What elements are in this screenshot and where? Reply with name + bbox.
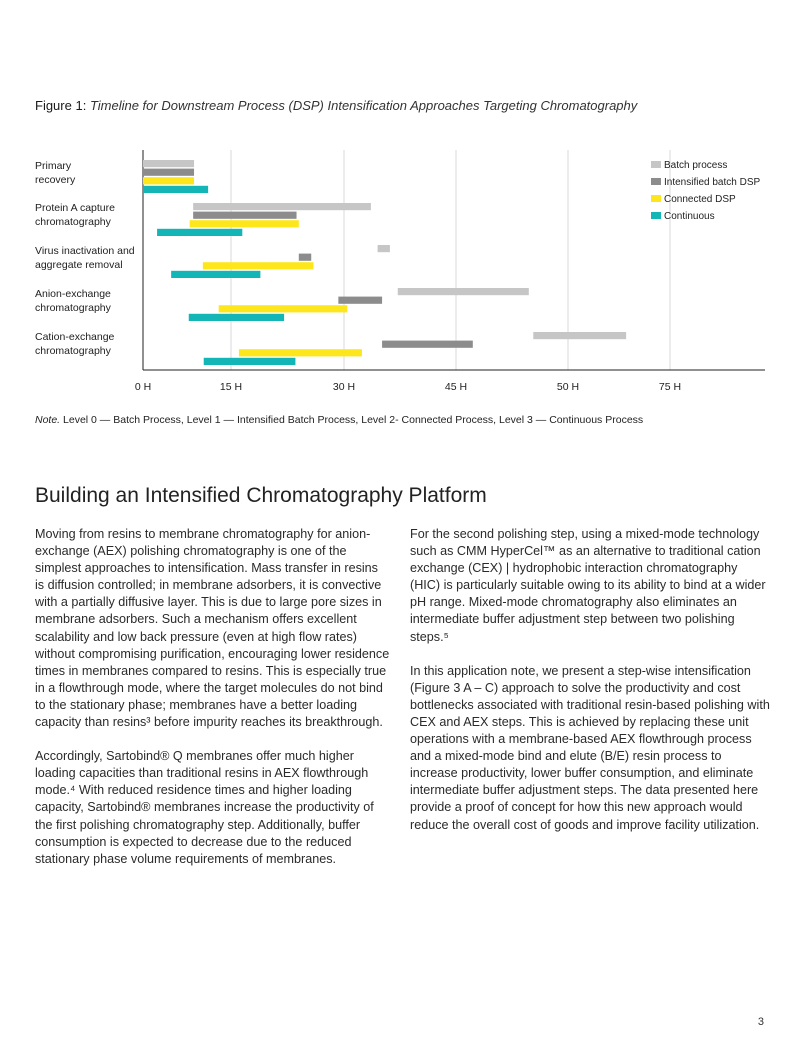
left-column — [35, 526, 390, 885]
bar — [299, 254, 311, 261]
bar — [143, 169, 194, 176]
bar — [190, 220, 299, 227]
category-label-line: chromatography — [35, 302, 111, 314]
category-label — [35, 244, 145, 272]
bar — [203, 262, 314, 269]
paragraph: Moving from resins to membrane chromatography for anion-exchange (AEX) polishing chromatography is one of the simplest approaches to intensification. Mass transfer in resins is diffusion controlled; in membrane adsorbers, it is convective with a partially diffusive layer. This is due to large pore sizes in membrane adsorbers. Such a mechanism offers excellent scalability and low back pressure (even at high flow rates) without compromising purification, encouraging lower residence times in membranes compared to resins. This is especially true in a flowthrough mode, where the target molecules do not bind to the stationary phase; membranes have a better loading capacity than resins³ before impurity reaches its breakthrough. — [35, 527, 390, 730]
bar — [338, 297, 382, 304]
category-label-line: chromatography — [35, 216, 111, 228]
bar — [143, 160, 194, 167]
bar — [143, 186, 208, 193]
x-tick-label: 30 H — [332, 381, 356, 393]
paragraph: In this application note, we present a step-wise intensification (Figure 3 A – C) approach to solve the productivity and cost bottlenecks associated with traditional resin-based polishing with CEX and AEX steps. This is achieved by replacing these unit operations with a membrane-based AEX flowthrough process and a mixed-mode bind and elute (B/E) resin process to increase productivity, lower buffer consumption, and eliminate intermediate buffer adjustment steps. The data presented here provide a proof of concept for how this new approach would reduce the overall cost of goods and improve facility utilization. — [410, 663, 770, 832]
category-label — [35, 201, 145, 229]
x-tick-label: 15 H — [219, 381, 243, 393]
bar — [171, 271, 260, 278]
x-tick-label: 75 H — [658, 381, 682, 393]
bar — [143, 177, 194, 184]
bar — [398, 288, 529, 295]
figure-number: Figure 1: — [35, 98, 87, 113]
bar — [219, 305, 348, 312]
category-label — [35, 287, 145, 315]
category-label-line: Protein A capture — [35, 202, 115, 214]
category-label-line: chromatography — [35, 345, 111, 357]
bar — [533, 332, 626, 339]
category-label — [35, 159, 145, 187]
note-text: Level 0 — Batch Process, Level 1 — Intensified Batch Process, Level 2- Connected Process, Level 3 — Continuous Process — [60, 414, 644, 426]
x-tick-label: 0 H — [134, 381, 152, 393]
legend-swatch — [651, 212, 661, 219]
legend-label: Continuous — [664, 211, 715, 222]
bar — [189, 314, 284, 321]
page-number: 3 — [757, 1016, 764, 1028]
bar — [193, 212, 296, 219]
legend-swatch — [651, 178, 661, 185]
figure-note — [35, 414, 643, 426]
bar — [193, 203, 371, 210]
category-label-line: Virus inactivation and — [35, 245, 135, 257]
category-label-line: Cation-exchange — [35, 331, 115, 343]
bar — [239, 349, 362, 356]
figure-title: Timeline for Downstream Process (DSP) Intensification Approaches Targeting Chromatography — [89, 98, 638, 113]
category-label-line: aggregate removal — [35, 259, 123, 271]
section-title: Building an Intensified Chromatography Platform — [35, 484, 487, 507]
legend-label: Intensified batch DSP — [664, 177, 761, 188]
category-label-line: Primary — [35, 160, 72, 172]
legend-swatch — [651, 161, 661, 168]
bar — [204, 358, 296, 365]
note-lead: Note. — [35, 414, 61, 426]
category-label-line: recovery — [35, 174, 76, 186]
paragraph: For the second polishing step, using a mixed-mode technology such as CMM HyperCel™ as an alternative to traditional cation exchange (CEX) | hydrophobic interaction chromatography (HIC) is particularly suitable owing to its ability to bind at a wider pH range. Mixed-mode chromatography also eliminates an intermediate buffer adjustment step between two polishing steps.⁵ — [410, 527, 766, 644]
bar — [382, 341, 473, 348]
figure-caption — [35, 98, 637, 113]
x-tick-label: 50 H — [556, 381, 580, 393]
legend-label: Connected DSP — [664, 194, 736, 205]
category-label-line: Anion-exchange — [35, 288, 111, 300]
right-column — [410, 526, 770, 851]
paragraph: Accordingly, Sartobind® Q membranes offer much higher loading capacities than traditional resins in AEX flowthrough mode.⁴ With reduced residence times and higher loading capacity, Sartobind® membranes increase the productivity of the first polishing chromatography step. Additionally, buffer consumption is expected to decrease due to the reduced stationary phase volume requirements of membranes. — [35, 749, 374, 866]
legend-label: Batch process — [664, 160, 728, 171]
category-label — [35, 330, 145, 358]
x-tick-label: 45 H — [444, 381, 468, 393]
bar — [378, 245, 390, 252]
bar — [157, 229, 242, 236]
legend-swatch — [651, 195, 661, 202]
